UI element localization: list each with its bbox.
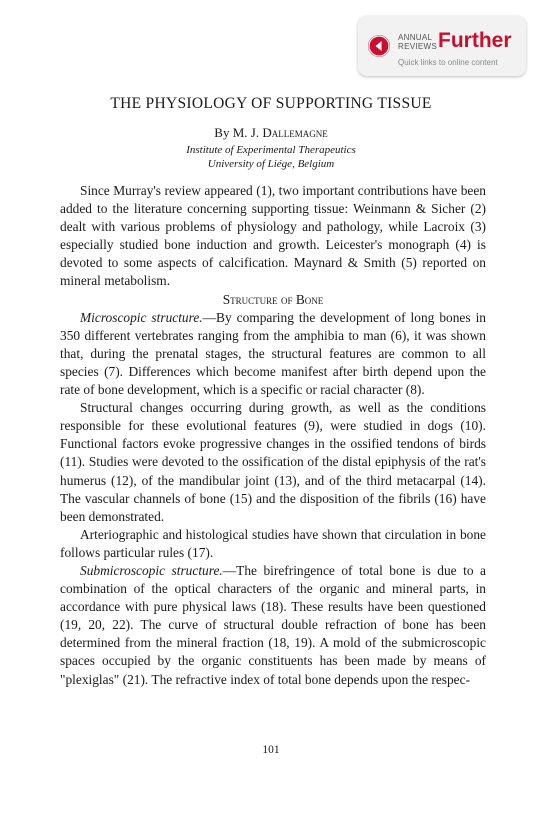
article-body: [60, 182, 486, 689]
further-badge[interactable]: [358, 16, 526, 76]
badge-further-word: Further: [438, 29, 512, 52]
article-title: THE PHYSIOLOGY OF SUPPORTING TISSUE: [110, 95, 432, 112]
paragraph-structural-changes: Structural changes occurring during growth, as well as the conditions responsible for these evolutional features (9), were studied in dogs (10). Functional factors evoke progressive changes in the ossified tendons of birds (11). Studies were devoted to the ossification of the distal epiphysis of the rat's humerus (12), of the mandibular joint (13), and of the third metacarpal (14). The vascular channels of bone (15) and the disposition of the fibrils (16) have been demonstrated.: [60, 400, 486, 524]
paragraph-intro: Since Murray's review appeared (1), two important contributions have been added to the literature concerning supporting tissue: Weinmann & Sicher (2) dealt with various problems of physiology and pathology, while Lacroix (3) especially studied bone induction and growth. Leicester's monograph (4) is devoted to some aspects of calcification. Maynard & Smith (5) reported on mineral metabolism.: [60, 183, 486, 289]
section-heading: Structure of Bone: [222, 291, 324, 307]
badge-brand-line2: REVIEWS: [398, 42, 437, 51]
page-number: 101: [262, 744, 280, 756]
affiliation-university: University of Liége, Belgium: [207, 158, 335, 170]
author-line: [0, 125, 542, 141]
paragraph-arteriographic: Arteriographic and histological studies have shown that circulation in bone follows particular rules (17).: [60, 526, 486, 560]
run-in-heading-submicroscopic: Submicroscopic structure.: [80, 562, 223, 578]
affiliation-institute: Institute of Experimental Therapeutics: [186, 144, 356, 156]
paragraph-microscopic-text: —By comparing the development of long bones in 350 different vertebrates ranging from the amphibia to man (6), it was shown that, during the prenatal stages, the structural features are common to all species (7). Differences which become manifest after birth depend upon the rate of bone development, which is a specific or racial character (8).: [60, 309, 486, 398]
run-in-heading-microscopic: Microscopic structure.: [80, 309, 203, 325]
annual-reviews-logo: [398, 33, 437, 51]
badge-brand-line1: ANNUAL: [398, 33, 433, 42]
paragraph-submicroscopic: [60, 562, 486, 689]
paragraph-submicroscopic-text: —The birefringence of total bone is due to a combination of the optical characters of the organic and mineral parts, in accordance with pure physical laws (18). These results have been questioned (19, 20, 22). The curve of structural double refraction of bone has been determined from the mineral fraction (18, 19). A mold of the submicroscopic spaces occupied by the organic constituents has been made by means of "plexiglas" (21). The refractive index of total bone depends upon the respec-: [60, 562, 486, 687]
play-arrow-icon: [368, 35, 390, 57]
author-prefix: By M. J.: [214, 125, 263, 140]
badge-tagline: Quick links to online content: [398, 58, 498, 67]
paragraph-microscopic: [60, 309, 486, 399]
author-name: Dallemagne: [262, 125, 328, 140]
